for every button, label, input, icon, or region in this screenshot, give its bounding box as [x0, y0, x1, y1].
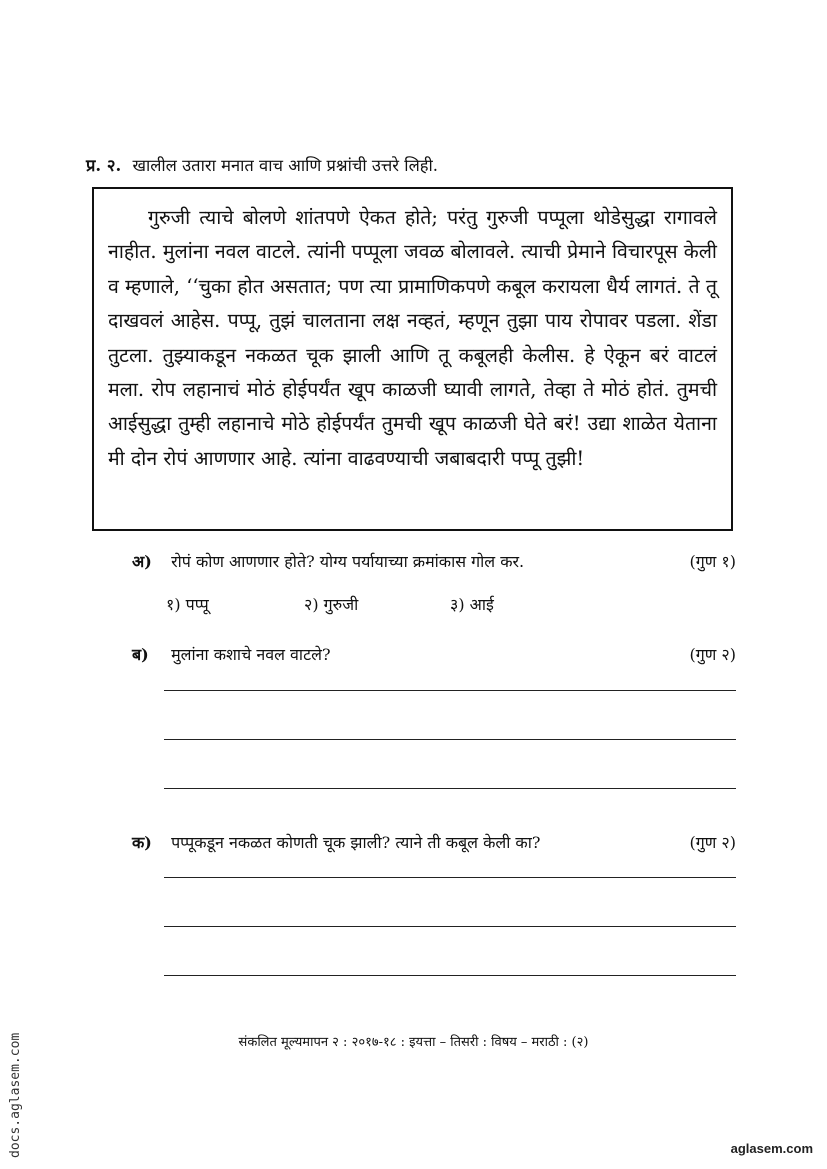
sub-question-b: [132, 643, 736, 665]
marks-label: (गुण १): [689, 552, 736, 571]
question-instruction: खालील उतारा मनात वाच आणि प्रश्नांची उत्तरे लिही.: [132, 156, 439, 175]
sub-question-text: रोपं कोण आणणार होते? योग्य पर्यायाच्या क्रमांकास गोल कर.: [171, 552, 525, 571]
option-3[interactable]: ३) आई: [450, 595, 494, 614]
sub-question-label: ब): [132, 645, 149, 664]
answer-line[interactable]: [164, 690, 736, 691]
sub-question-c: [132, 831, 736, 853]
marks-label: (गुण २): [689, 833, 736, 852]
brand-watermark: aglasem.com: [730, 1141, 813, 1156]
question-heading: [86, 153, 438, 176]
question-number: प्र. २.: [86, 156, 122, 175]
sub-question-text: पप्पूकडून नकळत कोणती चूक झाली? त्याने ती कबूल केली का?: [171, 833, 541, 852]
passage-text: गुरुजी त्याचे बोलणे शांतपणे ऐकत होते; परंतु गुरुजी पप्पूला थोडेसुद्धा रागावले नाहीत. मुलांना नवल वाटले. त्यांनी पप्पूला जवळ बोलावले. त्याची प्रेमाने विचारपूस केली व म्हणाले, ‘‘चुका होत असतात; पण त्या प्रामाणिकपणे कबूल करायला धैर्य लागतं. ते तू दाखवलं आहेस. पप्पू, तुझं चालताना लक्ष नव्हतं, म्हणून तुझा पाय रोपावर पडला. शेंडा तुटला. तुझ्याकडून नकळत चूक झाली आणि तू कबूलही केलीस. हे ऐकून बरं वाटलं मला. रोप लहानाचं मोठं होईपर्यंत खूप काळजी घ्यावी लागते, तेव्हा ते मोठं होतं. तुमची आईसुद्धा तुम्ही लहानाचे मोठे होईपर्यंत तुमची खूप काळजी घेते बरं! उद्या शाळेत येताना मी दोन रोपं आणणार आहे. त्यांना वाढवण्याची जबाबदारी पप्पू तुझी!: [108, 206, 717, 470]
page-footer: संकलित मूल्यमापन २ : २०१७-१८ : इयत्ता – तिसरी : विषय – मराठी : (२): [238, 1035, 589, 1050]
sub-question-label: अ): [132, 552, 152, 571]
sub-question-label: क): [132, 833, 152, 852]
answer-line[interactable]: [164, 739, 736, 740]
option-2[interactable]: २) गुरुजी: [304, 595, 359, 614]
answer-line[interactable]: [164, 926, 736, 927]
sub-question-a: [132, 550, 736, 572]
answer-line[interactable]: [164, 788, 736, 789]
marks-label: (गुण २): [689, 645, 736, 664]
option-1[interactable]: १) पप्पू: [166, 595, 209, 614]
sub-question-text: मुलांना कशाचे नवल वाटले?: [171, 645, 331, 664]
side-watermark: docs.aglasem.com: [8, 1032, 23, 1158]
passage-box: [92, 187, 733, 531]
answer-line[interactable]: [164, 877, 736, 878]
answer-line[interactable]: [164, 975, 736, 976]
